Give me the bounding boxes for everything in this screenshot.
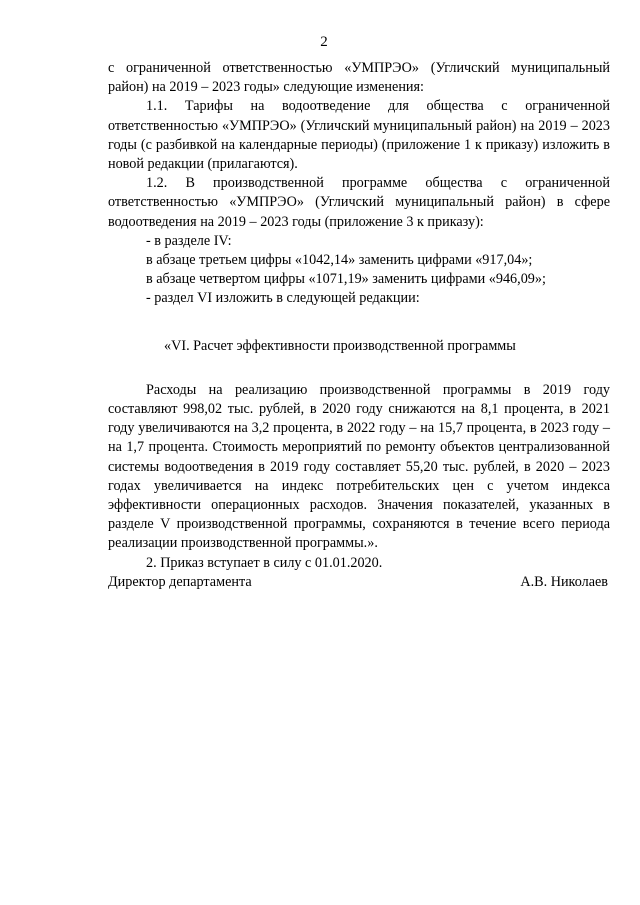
- list-item-section-vi: - раздел VI изложить в следующей редакции:: [146, 290, 420, 307]
- signatory-name: А.В. Николаев: [520, 574, 608, 590]
- document-body: [108, 59, 610, 573]
- paragraph-1-1: 1.1. Тарифы на водоотведение для общества с ограниченной ответственностью «УМПРЭО» (Угличский муниципальный район) на 2019 – 2023 годы (с разбивкой на календарные периоды) (приложение 1 к приказу) изложить в новой редакции (прилагаются).: [108, 98, 610, 173]
- list-item-paragraph-four: в абзаце четвертом цифры «1071,19» заменить цифрами «946,09»;: [146, 271, 546, 288]
- list-item-paragraph-three: в абзаце третьем цифры «1042,14» заменить цифрами «917,04»;: [146, 252, 533, 269]
- paragraph-effective-date: 2. Приказ вступает в силу с 01.01.2020.: [146, 554, 383, 571]
- signature-block: [108, 573, 608, 592]
- signatory-position: Директор департамента: [108, 574, 252, 590]
- paragraph-intro: с ограниченной ответственностью «УМПРЭО» (Угличский муниципальный район) на 2019 – 2023 годы» следующие изменения:: [108, 60, 610, 96]
- section-heading: «VI. Расчет эффективности производственной программы: [164, 337, 516, 354]
- paragraph-1-2: 1.2. В производственной программе общества с ограниченной ответственностью «УМПРЭО» (Угличский муниципальный район) в сфере водоотведения на 2019 – 2023 годы (приложение 3 к приказу):: [108, 175, 610, 230]
- paragraph-expenses: Расходы на реализацию производственной программы в 2019 году составляют 998,02 тыс. рублей, в 2020 году снижаются на 8,1 процента, в 2021 году увеличиваются на 3,2 процента, в 2022 году – на 15,7 процента, в 2023 году – на 1,7 процента. Стоимость мероприятий по ремонту объектов централизованной системы водоотведения в 2019 году составляет 55,20 тыс. рублей, в 2020 – 2023 годах увеличивается на индекс потребительских цен с учетом индекса эффективности операционных расходов. Значения показателей, указанных в разделе V производственной программы, сохраняются в течение всего периода реализации производственной программы.».: [108, 381, 610, 552]
- page-number: 2: [320, 34, 328, 50]
- list-item-section-iv: - в разделе IV:: [146, 232, 232, 249]
